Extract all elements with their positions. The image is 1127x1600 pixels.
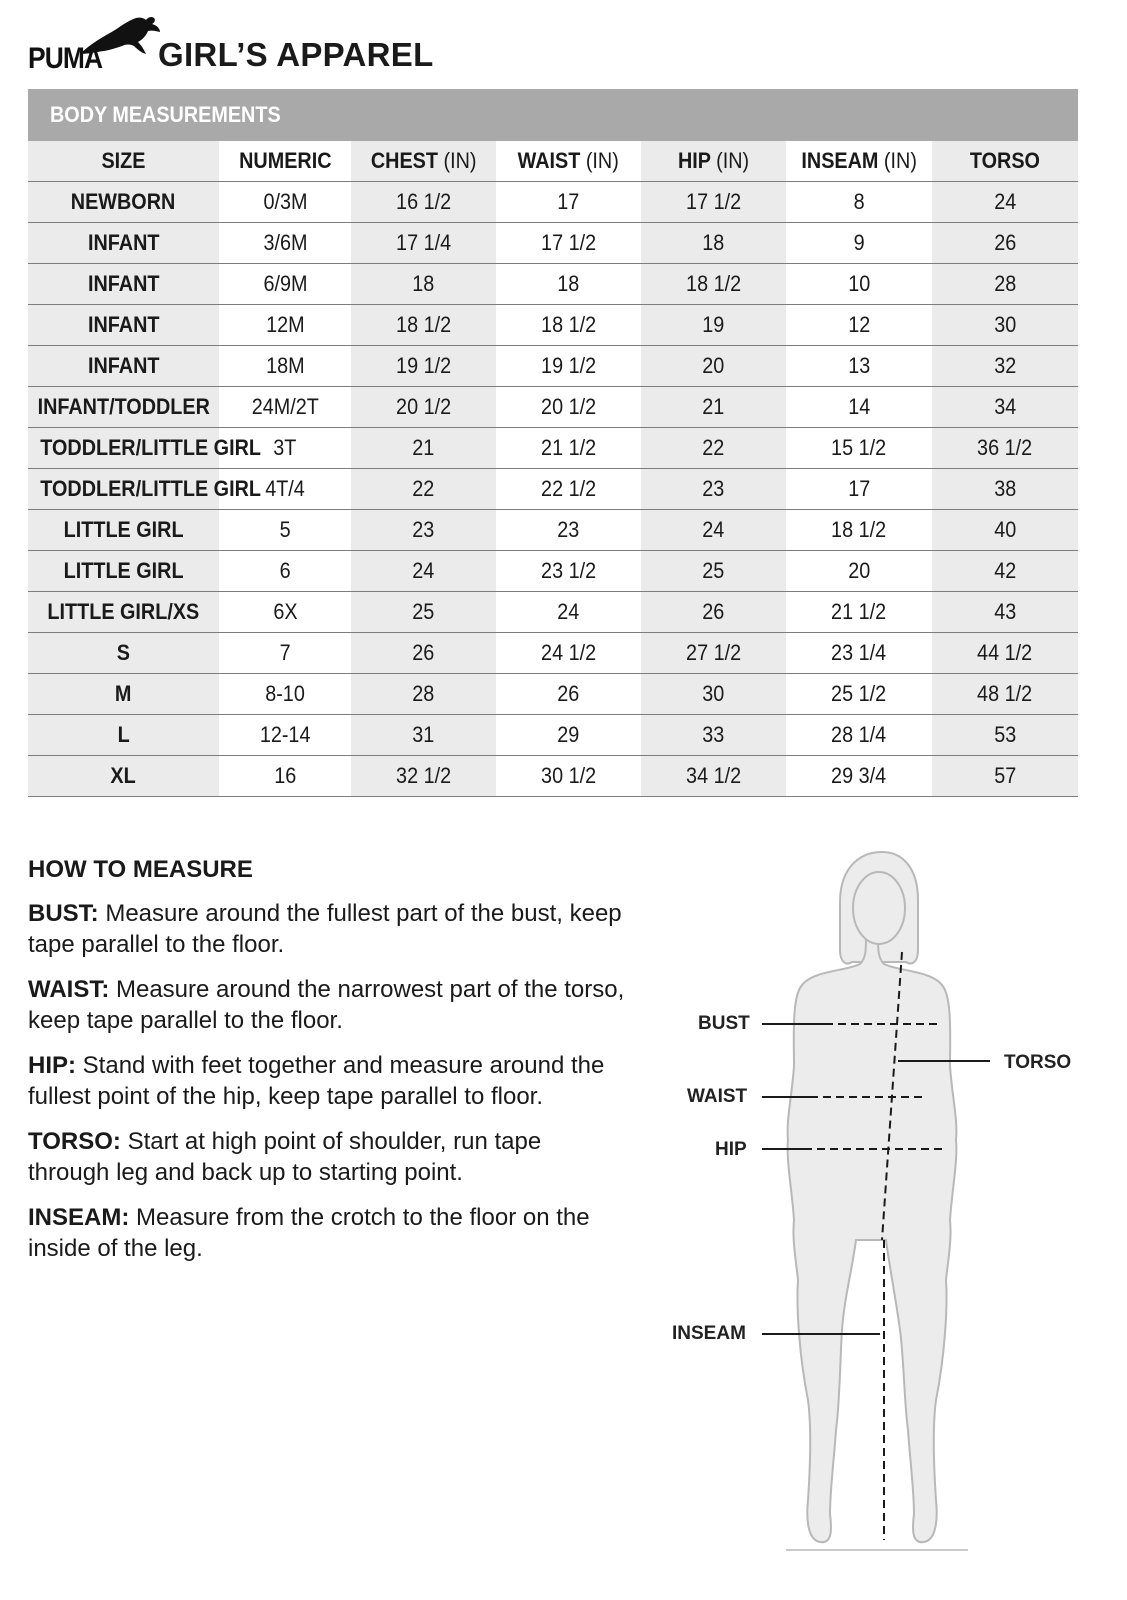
cell-value: 40	[993, 517, 1017, 542]
inseam-term: INSEAM:	[28, 1204, 130, 1231]
cell-value: LITTLE GIRL	[63, 517, 184, 542]
cell-waist	[496, 551, 641, 592]
cell-value: 18	[702, 230, 725, 255]
hip-term: HIP:	[28, 1052, 76, 1079]
cell-torso	[932, 551, 1078, 592]
cell-value: 21 1/2	[831, 599, 887, 624]
cell-value: 3/6M	[262, 230, 308, 255]
cell-size	[28, 756, 219, 797]
cell-value: 17 1/2	[685, 189, 742, 214]
cell-value: LITTLE GIRL/XS	[47, 599, 200, 624]
cell-numeric	[219, 510, 351, 551]
cell-value: TODDLER/LITTLE GIRL	[40, 476, 261, 501]
inseam-instruction	[28, 1202, 628, 1264]
table-row	[28, 633, 1078, 674]
cell-waist	[496, 223, 641, 264]
cell-value: LITTLE GIRL	[63, 558, 184, 583]
cell-value: 12	[847, 312, 871, 337]
cell-value: 26	[557, 681, 580, 706]
cell-size	[28, 223, 219, 264]
cell-chest	[351, 346, 496, 387]
cell-value: 20 1/2	[540, 394, 597, 419]
column-header-inseam: INSEAM (IN)	[786, 141, 932, 182]
cell-value: 27 1/2	[685, 640, 742, 665]
cell-value: 20	[702, 353, 725, 378]
cell-value: 36 1/2	[977, 435, 1033, 460]
column-header-torso: TORSO	[932, 141, 1078, 182]
cell-numeric	[219, 305, 351, 346]
body-silhouette-illustration	[660, 840, 1100, 1600]
cell-value: 29	[557, 722, 580, 747]
cell-torso	[932, 182, 1078, 223]
cell-value: 18	[557, 271, 580, 296]
cell-value: 6/9M	[262, 271, 308, 296]
cell-size	[28, 510, 219, 551]
silhouette-group	[788, 852, 957, 1542]
cell-torso	[932, 305, 1078, 346]
torso-text: Start at high point of shoulder, run tape through leg and back up to starting point.	[28, 1128, 542, 1186]
cell-hip	[641, 633, 786, 674]
bust-instruction	[28, 898, 628, 960]
cell-value: 20	[847, 558, 871, 583]
cell-value: INFANT/TODDLER	[37, 394, 210, 419]
cell-value: 16 1/2	[395, 189, 452, 214]
cell-torso	[932, 387, 1078, 428]
cell-value: 24M/2T	[251, 394, 319, 419]
cell-torso	[932, 469, 1078, 510]
cell-inseam	[786, 305, 932, 346]
cell-value: 10	[847, 271, 871, 296]
face-shape	[853, 872, 905, 944]
hip-instruction	[28, 1050, 628, 1112]
cell-value: 25	[412, 599, 435, 624]
cell-value: 24	[993, 189, 1017, 214]
cell-size	[28, 592, 219, 633]
cell-chest	[351, 592, 496, 633]
cell-value: 30 1/2	[540, 763, 597, 788]
measurements-table	[28, 141, 1078, 797]
cell-size	[28, 715, 219, 756]
cell-value: 17	[847, 476, 871, 501]
torso-term: TORSO:	[28, 1128, 121, 1155]
torso-instruction	[28, 1126, 628, 1188]
cell-chest	[351, 551, 496, 592]
cell-value: 22	[702, 435, 725, 460]
cell-chest	[351, 223, 496, 264]
cell-inseam	[786, 715, 932, 756]
cell-value: 38	[993, 476, 1017, 501]
brand-wordmark: PUMA	[28, 42, 103, 75]
cell-size	[28, 182, 219, 223]
cell-hip	[641, 264, 786, 305]
cell-inseam	[786, 551, 932, 592]
cell-value: 9	[853, 230, 865, 255]
cell-waist	[496, 756, 641, 797]
cell-value: 17	[557, 189, 580, 214]
cell-torso	[932, 674, 1078, 715]
cell-value: 29 3/4	[831, 763, 887, 788]
cell-value: 19 1/2	[540, 353, 597, 378]
cell-hip	[641, 469, 786, 510]
cell-torso	[932, 264, 1078, 305]
cell-value: 18	[412, 271, 435, 296]
cell-chest	[351, 510, 496, 551]
cell-value: NEWBORN	[71, 189, 176, 214]
table-row	[28, 428, 1078, 469]
table-row	[28, 387, 1078, 428]
cell-value: 34	[993, 394, 1017, 419]
cell-torso	[932, 633, 1078, 674]
cell-value: 17 1/2	[540, 230, 597, 255]
cell-numeric	[219, 264, 351, 305]
waist-term: WAIST:	[28, 976, 110, 1003]
cell-inseam	[786, 346, 932, 387]
cell-hip	[641, 182, 786, 223]
cell-waist	[496, 428, 641, 469]
cell-size	[28, 674, 219, 715]
cell-value: 30	[702, 681, 725, 706]
table-row	[28, 551, 1078, 592]
cell-value: 42	[993, 558, 1017, 583]
cell-waist	[496, 387, 641, 428]
cell-value: INFANT	[87, 312, 160, 337]
cell-numeric	[219, 182, 351, 223]
cell-value: 26	[993, 230, 1017, 255]
cell-torso	[932, 715, 1078, 756]
cell-numeric	[219, 674, 351, 715]
measurement-figure	[660, 840, 1100, 1600]
cell-value: 17 1/4	[395, 230, 452, 255]
cell-inseam	[786, 182, 932, 223]
cell-value: 48 1/2	[977, 681, 1033, 706]
cell-value: L	[117, 722, 130, 747]
cell-value: 3T	[273, 435, 297, 460]
column-header-hip: HIP (IN)	[641, 141, 786, 182]
cell-numeric	[219, 551, 351, 592]
cell-value: 6X	[272, 599, 298, 624]
cell-value: 23 1/2	[540, 558, 597, 583]
body-shape	[788, 936, 957, 1542]
cell-value: 12-14	[259, 722, 311, 747]
table-row	[28, 756, 1078, 797]
cell-value: 24	[702, 517, 725, 542]
cell-waist	[496, 305, 641, 346]
column-header-size: SIZE	[28, 141, 219, 182]
cell-inseam	[786, 633, 932, 674]
cell-chest	[351, 469, 496, 510]
cell-chest	[351, 305, 496, 346]
cell-size	[28, 346, 219, 387]
cell-value: 8	[853, 189, 865, 214]
cell-chest	[351, 633, 496, 674]
table-row	[28, 223, 1078, 264]
cell-value: 16	[273, 763, 297, 788]
cell-waist	[496, 674, 641, 715]
cell-value: 19	[702, 312, 725, 337]
table-header-row	[28, 141, 1078, 182]
cell-value: 53	[993, 722, 1017, 747]
cell-value: 43	[993, 599, 1017, 624]
cell-chest	[351, 387, 496, 428]
cell-value: 18 1/2	[395, 312, 452, 337]
cell-inseam	[786, 264, 932, 305]
cell-value: INFANT	[87, 353, 160, 378]
cell-value: 19 1/2	[395, 353, 452, 378]
cell-value: 4T/4	[265, 476, 305, 501]
cell-value: 32	[993, 353, 1017, 378]
cell-value: 24	[557, 599, 580, 624]
cell-value: 12M	[265, 312, 305, 337]
cell-inseam	[786, 387, 932, 428]
table-row	[28, 469, 1078, 510]
cell-size	[28, 633, 219, 674]
cell-value: S	[116, 640, 131, 665]
cell-hip	[641, 510, 786, 551]
cell-value: 30	[993, 312, 1017, 337]
cell-inseam	[786, 223, 932, 264]
cell-value: 14	[847, 394, 871, 419]
hip-text: Stand with feet together and measure around the fullest point of the hip, keep tape parallel to floor.	[28, 1052, 605, 1110]
column-header-chest: CHEST (IN)	[351, 141, 496, 182]
cell-value: 31	[412, 722, 435, 747]
cell-hip	[641, 715, 786, 756]
cell-numeric	[219, 756, 351, 797]
waist-text: Measure around the narrowest part of the torso, keep tape parallel to the floor.	[28, 976, 625, 1034]
cell-hip	[641, 551, 786, 592]
cell-value: 18 1/2	[685, 271, 742, 296]
cell-numeric	[219, 715, 351, 756]
cell-numeric	[219, 592, 351, 633]
cell-waist	[496, 510, 641, 551]
how-to-measure-title: HOW TO MEASURE	[28, 856, 253, 883]
cell-inseam	[786, 428, 932, 469]
cell-value: 33	[702, 722, 725, 747]
table-banner-text: BODY MEASUREMENTS	[50, 102, 281, 127]
cell-waist	[496, 469, 641, 510]
cell-inseam	[786, 674, 932, 715]
cell-value: 23	[702, 476, 725, 501]
cell-torso	[932, 223, 1078, 264]
table-row	[28, 346, 1078, 387]
cell-inseam	[786, 469, 932, 510]
cell-numeric	[219, 346, 351, 387]
cell-value: 44 1/2	[977, 640, 1033, 665]
cell-chest	[351, 756, 496, 797]
cell-waist	[496, 633, 641, 674]
cell-value: 25	[702, 558, 725, 583]
cell-torso	[932, 756, 1078, 797]
inseam-text: Measure from the crotch to the floor on the inside of the leg.	[28, 1204, 590, 1262]
waist-label: WAIST	[687, 1086, 748, 1107]
cell-value: INFANT	[87, 271, 160, 296]
page-title: GIRL’S APPAREL	[158, 36, 434, 73]
cell-value: 5	[279, 517, 291, 542]
cell-value: 28	[412, 681, 435, 706]
cell-inseam	[786, 756, 932, 797]
cell-value: 32 1/2	[395, 763, 452, 788]
cell-value: 18 1/2	[831, 517, 887, 542]
cell-value: 26	[702, 599, 725, 624]
table-banner	[28, 89, 1078, 141]
cell-value: M	[115, 681, 132, 706]
cell-torso	[932, 510, 1078, 551]
table-row	[28, 674, 1078, 715]
cell-numeric	[219, 633, 351, 674]
cell-size	[28, 469, 261, 510]
page-header	[28, 14, 1108, 76]
table-row	[28, 264, 1078, 305]
cell-size	[28, 428, 261, 469]
cell-chest	[351, 715, 496, 756]
cell-waist	[496, 264, 641, 305]
cell-value: TODDLER/LITTLE GIRL	[40, 435, 261, 460]
cell-value: 20 1/2	[395, 394, 452, 419]
cell-size	[28, 387, 219, 428]
cell-value: 24 1/2	[540, 640, 597, 665]
waist-instruction	[28, 974, 628, 1036]
bust-label: BUST	[698, 1013, 750, 1034]
cell-value: 23	[412, 517, 435, 542]
cell-value: XL	[110, 763, 137, 788]
inseam-label: INSEAM	[672, 1323, 746, 1344]
how-to-measure	[28, 856, 628, 1278]
table-row	[28, 715, 1078, 756]
cell-chest	[351, 674, 496, 715]
cell-inseam	[786, 592, 932, 633]
torso-label: TORSO	[1004, 1052, 1072, 1073]
cell-hip	[641, 387, 786, 428]
cell-value: 25 1/2	[831, 681, 887, 706]
cell-hip	[641, 346, 786, 387]
column-header-numeric: NUMERIC	[219, 141, 351, 182]
cell-numeric	[219, 387, 351, 428]
cell-hip	[641, 428, 786, 469]
cell-value: 57	[993, 763, 1017, 788]
cell-hip	[641, 756, 786, 797]
cell-inseam	[786, 510, 932, 551]
cell-hip	[641, 305, 786, 346]
cell-value: 21	[702, 394, 725, 419]
puma-logo	[28, 14, 168, 76]
bust-text: Measure around the fullest part of the bust, keep tape parallel to the floor.	[28, 900, 622, 958]
cell-value: 0/3M	[262, 189, 308, 214]
cell-numeric	[219, 223, 351, 264]
cell-value: 23	[557, 517, 580, 542]
cell-chest	[351, 428, 496, 469]
cell-torso	[932, 346, 1078, 387]
cell-value: INFANT	[87, 230, 160, 255]
cell-chest	[351, 182, 496, 223]
size-chart	[28, 89, 1078, 797]
cell-value: 8-10	[265, 681, 305, 706]
cell-size	[28, 305, 219, 346]
cell-value: 18 1/2	[540, 312, 597, 337]
cell-hip	[641, 674, 786, 715]
cell-value: 24	[412, 558, 435, 583]
cell-value: 28	[993, 271, 1017, 296]
cell-torso	[932, 428, 1078, 469]
cell-value: 21	[412, 435, 435, 460]
cell-value: 22	[412, 476, 435, 501]
cell-waist	[496, 346, 641, 387]
cell-value: 15 1/2	[831, 435, 887, 460]
column-header-waist: WAIST (IN)	[496, 141, 641, 182]
cell-value: 26	[412, 640, 435, 665]
table-row	[28, 510, 1078, 551]
hip-label: HIP	[715, 1139, 747, 1160]
cell-value: 34 1/2	[685, 763, 742, 788]
cell-value: 13	[847, 353, 871, 378]
table-row	[28, 305, 1078, 346]
cell-torso	[932, 592, 1078, 633]
bust-term: BUST:	[28, 900, 99, 927]
cell-value: 6	[279, 558, 291, 583]
cell-hip	[641, 592, 786, 633]
cell-value: 18M	[265, 353, 305, 378]
cell-value: 21 1/2	[540, 435, 597, 460]
table-row	[28, 592, 1078, 633]
cell-waist	[496, 715, 641, 756]
cell-size	[28, 551, 219, 592]
cell-value: 23 1/4	[831, 640, 887, 665]
cell-chest	[351, 264, 496, 305]
cell-value: 22 1/2	[540, 476, 597, 501]
cell-value: 28 1/4	[831, 722, 887, 747]
table-body	[28, 182, 1078, 797]
cell-hip	[641, 223, 786, 264]
cell-size	[28, 264, 219, 305]
cell-value: 7	[279, 640, 291, 665]
cell-waist	[496, 592, 641, 633]
cell-waist	[496, 182, 641, 223]
table-row	[28, 182, 1078, 223]
